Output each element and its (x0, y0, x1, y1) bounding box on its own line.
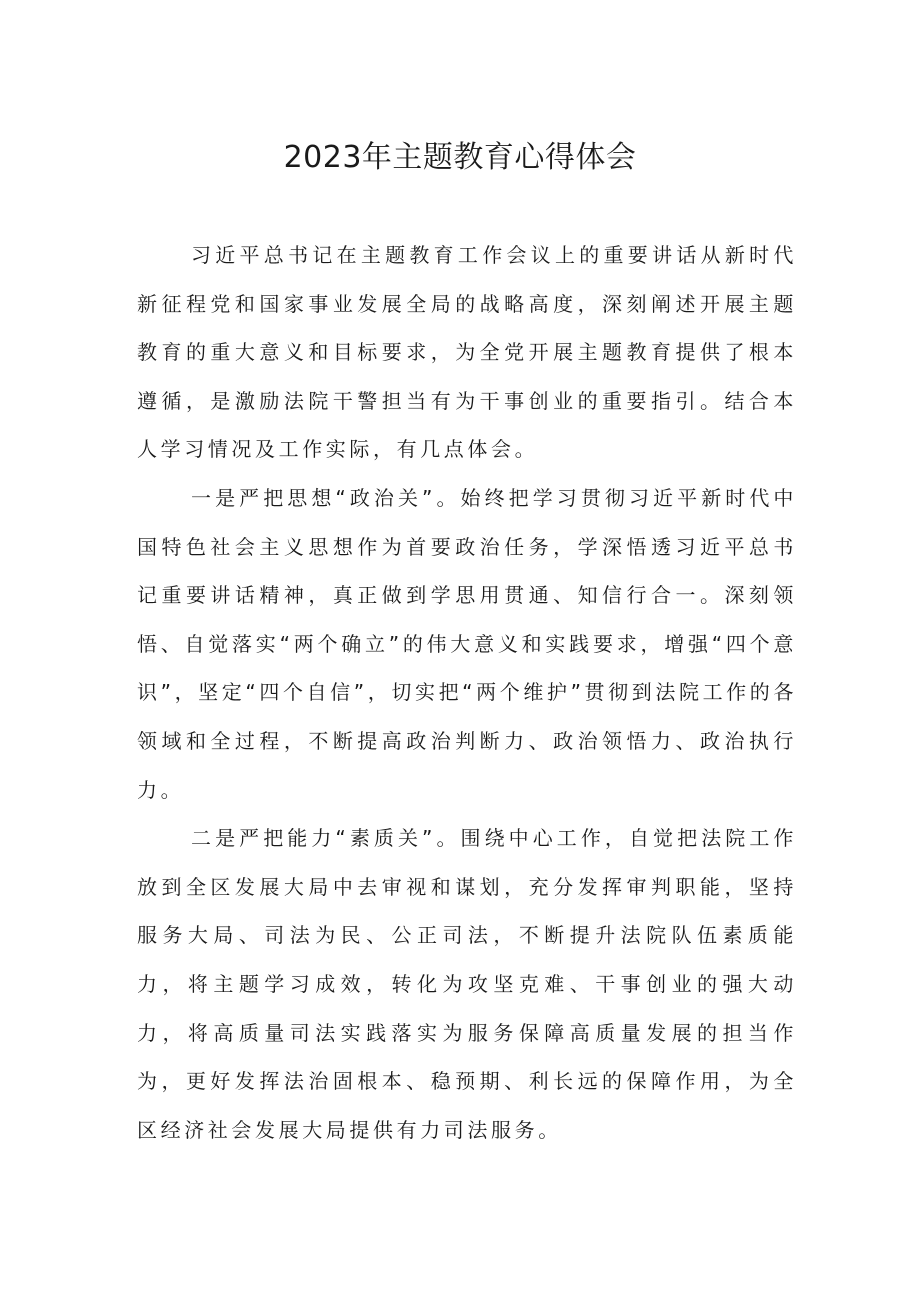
paragraph-ability-check: 二是严把能力“素质关”。围绕中心工作，自觉把法院工作放到全区发展大局中去审视和谋划，充分发挥审判职能，坚持服务大局、司法为民、公正司法，不断提升法院队伍素质能力，将主题学习成效，转化为攻坚克难、干事创业的强大动力，将高质量司法实践落实为服务保障高质量发展的担当作为，更好发挥法治固根本、稳预期、利长远的保障作用，为全区经济社会发展大局提供有力司法服务。 (137, 826, 797, 1142)
document-body (137, 231, 797, 1154)
paragraph-introduction: 习近平总书记在主题教育工作会议上的重要讲话从新时代新征程党和国家事业发展全局的战略高度，深刻阐述开展主题教育的重大意义和目标要求，为全党开展主题教育提供了根本遵循，是激励法院干警担当有为干事创业的重要指引。结合本人学习情况及工作实际，有几点体会。 (137, 243, 797, 462)
paragraph-political-check: 一是严把思想“政治关”。始终把学习贯彻习近平新时代中国特色社会主义思想作为首要政治任务，学深悟透习近平总书记重要讲话精神，真正做到学思用贯通、知信行合一。深刻领悟、自觉落实“两个确立”的伟大意义和实践要求，增强“四个意识”，坚定“四个自信”，切实把“两个维护”贯彻到法院工作的各领域和全过程，不断提高政治判断力、政治领悟力、政治执行力。 (137, 485, 797, 802)
document-title: 2023年主题教育心得体会 (283, 140, 637, 175)
